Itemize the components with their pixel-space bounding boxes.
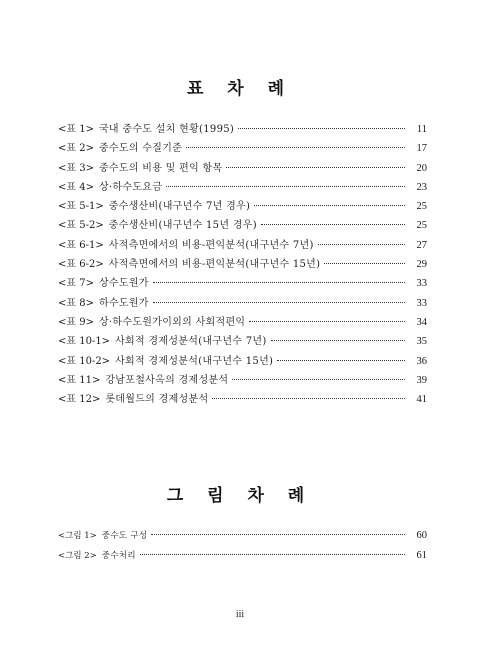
entry-title: 중수처리 [101, 551, 136, 561]
entry-title: 상수도원가 [98, 278, 149, 290]
entry-page: 39 [416, 374, 427, 386]
entry-label: <표 5-1> [58, 201, 104, 213]
entry-label: <표 10-2> [58, 355, 111, 367]
dot-leader [318, 243, 405, 245]
toc-entry [58, 352, 427, 371]
entry-title: 사적측면에서의 비용-편익분석(내구년수 15년) [108, 259, 321, 271]
dot-leader [261, 223, 405, 225]
entry-title: 상·하수도원가이외의 사회적편익 [98, 316, 246, 328]
entry-label: <표 6-2> [58, 259, 104, 271]
entry-title: 사회적 경제성분석(내구년수 15년) [115, 355, 274, 367]
entry-label: <표 4> [58, 181, 94, 193]
entry-page: 41 [416, 394, 427, 406]
toc-entry [58, 255, 427, 274]
entry-label: <표 1> [58, 124, 94, 135]
dot-leader [226, 166, 405, 168]
toc-entry [58, 526, 427, 546]
dot-leader [249, 320, 405, 322]
toc-entry [58, 332, 427, 351]
entry-page: 11 [416, 124, 427, 135]
entry-label: <표 2> [58, 143, 94, 155]
entry-label: <표 12> [58, 394, 101, 406]
figures-list [58, 526, 427, 566]
entry-page: 27 [416, 239, 427, 251]
tables-list [58, 120, 427, 409]
entry-page: 61 [416, 550, 427, 561]
tables-heading: 표 차 례 [186, 79, 294, 99]
toc-entry [58, 197, 427, 216]
entry-label: <표 10-1> [58, 336, 111, 348]
dot-leader [140, 553, 405, 555]
toc-entry [58, 120, 427, 139]
entry-title: 하수도원가 [98, 297, 149, 309]
entry-title: 중수생산비(내구년수 15년 경우) [108, 220, 257, 232]
dot-leader [153, 301, 405, 303]
entry-page: 35 [416, 336, 427, 348]
entry-title: 중수생산비(내구년수 7년 경우) [108, 201, 251, 213]
entry-title: 중수도 구성 [101, 531, 148, 541]
entry-title: 강남포철사옥의 경제성분석 [105, 374, 229, 386]
entry-page: 29 [416, 259, 427, 271]
toc-entry [58, 159, 427, 178]
entry-label: <표 6-1> [58, 239, 104, 251]
dot-leader [153, 281, 405, 283]
dot-leader [254, 204, 405, 206]
toc-entry [58, 371, 427, 390]
entry-page: 60 [416, 530, 427, 541]
entry-page: 36 [416, 355, 427, 367]
toc-entry [58, 178, 427, 197]
dot-leader [212, 397, 405, 399]
entry-title: 국내 중수도 설치 현황(1995) [98, 124, 235, 135]
entry-label: <표 5-2> [58, 220, 104, 232]
entry-title: 사회적 경제성분석(내구년수 7년) [115, 336, 267, 348]
entry-title: 중수도의 수질기준 [98, 143, 183, 155]
dot-leader [166, 185, 405, 187]
entry-title: 상·하수도요금 [98, 181, 163, 193]
entry-label: <표 3> [58, 162, 94, 174]
toc-entry [58, 546, 427, 566]
toc-entry [58, 313, 427, 332]
entry-page: 25 [416, 201, 427, 213]
entry-title: 중수도의 비용 및 편익 항목 [98, 162, 223, 174]
entry-title: 사적측면에서의 비용-편익분석(내구년수 7년) [108, 239, 314, 251]
toc-entry [58, 236, 427, 255]
entry-label: <그림 1> [58, 531, 97, 541]
toc-entry [58, 216, 427, 235]
toc-entry [58, 390, 427, 409]
dot-leader [271, 339, 405, 341]
dot-leader [277, 359, 405, 361]
entry-page: 33 [416, 278, 427, 290]
entry-label: <표 8> [58, 297, 94, 309]
dot-leader [151, 533, 405, 535]
entry-label: <표 11> [58, 374, 101, 386]
page-number: iii [235, 609, 245, 620]
entry-label: <그림 2> [58, 551, 97, 561]
toc-entry [58, 274, 427, 293]
entry-page: 25 [416, 220, 427, 232]
dot-leader [238, 127, 405, 129]
toc-entry [58, 294, 427, 313]
entry-page: 20 [416, 162, 427, 174]
dot-leader [324, 262, 405, 264]
entry-label: <표 7> [58, 278, 94, 290]
entry-page: 17 [416, 143, 427, 155]
dot-leader [232, 378, 405, 380]
figures-heading: 그 림 차 례 [166, 486, 314, 506]
toc-entry [58, 139, 427, 158]
dot-leader [186, 146, 405, 148]
entry-label: <표 9> [58, 316, 94, 328]
entry-page: 23 [416, 181, 427, 193]
entry-page: 33 [416, 297, 427, 309]
entry-page: 34 [416, 316, 427, 328]
entry-title: 롯데월드의 경제성분석 [105, 394, 209, 406]
